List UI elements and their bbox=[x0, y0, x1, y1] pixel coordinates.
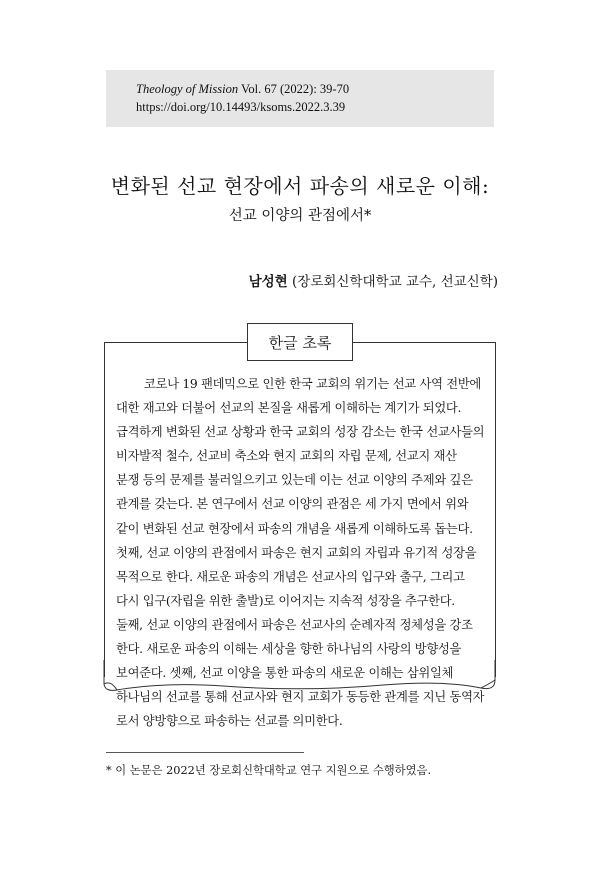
author-name: 남성현 bbox=[248, 274, 288, 290]
abstract-line: 둘째, 선교 이양의 관점에서 파송은 선교사의 순례자적 정체성을 강조 bbox=[116, 617, 473, 632]
footnote-divider bbox=[106, 752, 304, 753]
footnote: * 이 논문은 2022년 장로회신학대학교 연구 지원으로 수행하였음. bbox=[106, 764, 432, 777]
abstract-body bbox=[116, 372, 486, 733]
abstract-line: 보여준다. 셋째, 선교 이양을 통한 파송의 새로운 이해는 삼위일체 bbox=[116, 666, 454, 681]
paper-subtitle: 선교 이양의 관점에서* bbox=[228, 208, 372, 224]
abstract-line: 분쟁 등의 문제를 불러일으키고 있는데 이는 선교 이양의 주제와 깊은 bbox=[116, 473, 473, 488]
author-affiliation: (장로회신학대학교 교수, 선교신학) bbox=[292, 274, 498, 290]
paper-title: 변화된 선교 현장에서 파송의 새로운 이해: bbox=[110, 174, 490, 198]
abstract-line: 코로나 19 팬데믹으로 인한 한국 교회의 위기는 선교 사역 전반에 bbox=[144, 377, 481, 391]
abstract-line: 하나님의 선교를 통해 선교사와 현지 교회가 동등한 관계를 지닌 동역자 bbox=[116, 690, 485, 705]
abstract-line: 대한 재고와 더불어 선교의 본질을 새롭게 이해하는 계기가 되었다. bbox=[116, 401, 462, 416]
abstract-line: 관계를 갖는다. 본 연구에서 선교 이양의 관점은 세 가지 면에서 위와 bbox=[116, 497, 469, 512]
doi-link[interactable]: https://doi.org/10.14493/ksoms.2022.3.39 bbox=[136, 100, 346, 114]
abstract-line: 비자발적 철수, 선교비 축소와 현지 교회의 자립 문제, 선교지 재산 bbox=[116, 449, 457, 464]
abstract-line: 첫째, 선교 이양의 관점에서 파송은 현지 교회의 자립과 유기적 성장을 bbox=[116, 545, 477, 560]
volume-pages: Vol. 67 (2022): 39-70 bbox=[241, 82, 350, 96]
abstract-line: 한다. 새로운 파송의 이해는 세상을 향한 하나님의 사랑의 방향성을 bbox=[116, 642, 462, 657]
abstract-line: 목적으로 한다. 새로운 파송의 개념은 선교사의 입구와 출구, 그리고 bbox=[116, 569, 465, 584]
journal-citation-line bbox=[136, 82, 349, 97]
abstract-line: 급격하게 변화된 선교 상황과 한국 교회의 성장 감소는 한국 선교사들의 bbox=[116, 425, 485, 440]
abstract-line: 같이 변화된 선교 현장에서 파송의 개념을 새롭게 이해하도록 돕는다. bbox=[116, 521, 473, 536]
abstract-line: 다시 입구(자립을 위한 출발)로 이어지는 지속적 성장을 추구한다. bbox=[116, 593, 455, 608]
abstract-label: 한글 초록 bbox=[247, 323, 353, 361]
citation-header-box bbox=[106, 70, 494, 127]
author-line bbox=[249, 270, 498, 290]
abstract-line: 로서 양방향으로 파송하는 선교를 의미한다. bbox=[116, 714, 343, 729]
journal-name: Theology of Mission bbox=[136, 82, 239, 96]
